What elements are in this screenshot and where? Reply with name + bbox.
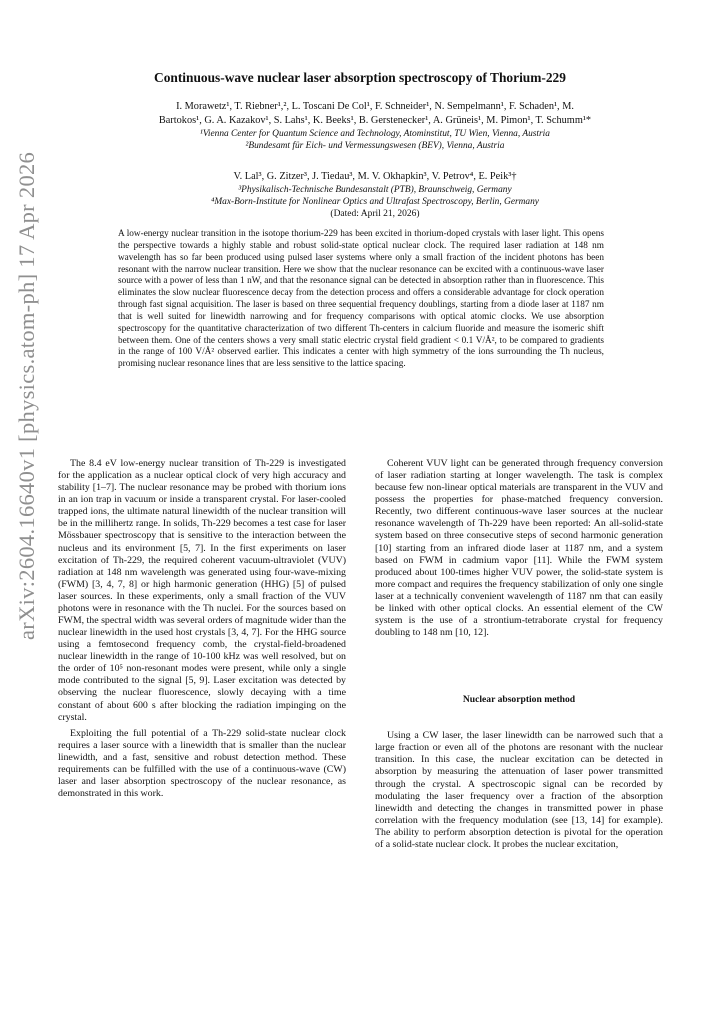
intro-paragraph-1: The 8.4 eV low-energy nuclear transition of Th-229 is investigated for the application as a nuclear optical clock of very high accuracy and stability [1–7]. The nuclear resonance may be probed with thorium ions in an ion trap in vacuum or inside a transparent crystal. For laser-cooled trapped ions, the ultimate natural linewidth of the nuclear transition will be in the millihertz range. In solids, Th-229 becomes a test case for laser Mössbauer spectroscopy that is sensitive to the interaction between the nucleus and its environment [5, 7]. In the first experiments on laser excitation of Th-229, the required coherent vacuum-ultraviolet (VUV) radiation at 148 nm wavelength was generated using four-wave-mixing (FWM) [3, 4, 7, 8] or high harmonic generation (HHG) [5] of pulsed laser sources. In these experiments, only a small fraction of the VUV photons were in resonance with the Th nuclei. For the sources based on FWM, the spectral width was several orders of magnitude wider than the nuclear linewidth in the used host crystals [3, 4, 7]. For the HHG source using a femtosecond frequency comb, the crystal-field-broadened nuclear linewidth in the range of 10-100 kHz was well resolved, but on the order of 10⁵ non-resonant modes were present, while only a single mode contributed to the signal [5, 9]. Laser excitation was detected by observing the nuclear fluorescence, slowly decaying with a time constant of about 600 s after blocking the radiation impinging on the crystal. — [58, 458, 346, 723]
right-column — [375, 458, 663, 851]
left-column — [58, 458, 346, 800]
paper-title: Continuous-wave nuclear laser absorption spectroscopy of Thorium-229 — [154, 70, 566, 85]
author-line-2: Bartokos¹, G. A. Kazakov¹, S. Lahs¹, K. Beeks¹, B. Gerstenecker¹, A. Grüneis¹, M. Pimon¹, T. Schumm¹* — [158, 115, 592, 126]
affiliation-bev: ²Bundesamt für Eich- und Vermessungswesen (BEV), Vienna, Austria — [245, 141, 505, 151]
author-line-1: I. Morawetz¹, T. Riebner¹,², L. Toscani De Col¹, F. Schneider¹, N. Sempelmann¹, F. Schaden¹, M. — [176, 101, 574, 112]
section-heading: Nuclear absorption method — [462, 694, 576, 706]
affiliation-tu-wien: ¹Vienna Center for Quantum Science and Technology, Atominstitut, TU Wien, Vienna, Austria — [200, 129, 550, 139]
affiliation-max-born: ⁴Max-Born-Institute for Nonlinear Optics and Ultrafast Spectroscopy, Berlin, Germany — [211, 197, 539, 207]
intro-paragraph-2: Exploiting the full potential of a Th-229 solid-state nuclear clock requires a laser source with a linewidth that is smaller than the nuclear linewidth, and a fast, sensitive and robust detection method. These requirements can be fulfilled with the use of a continuous-wave (CW) laser and laser absorption spectroscopy of the nuclear resonance, as demonstrated in this work. — [58, 727, 346, 800]
affiliation-ptb: ³Physikalisch-Technische Bundesanstalt (PTB), Braunschweig, Germany — [238, 185, 512, 195]
vuv-generation-paragraph: Coherent VUV light can be generated through frequency conversion of laser radiation starting at longer wavelength. The task is complex because few non-linear optical materials are transparent in the VUV and possess the properties for phase-matched frequency conversion. Recently, two different continuous-wave laser sources at the nuclear resonance wavelength of Th-229 have been reported: An all-solid-state system based on three consecutive steps of second harmonic generation [10] starting from an infrared diode laser at 1187 nm, and a system based on FWM in cadmium vapor [11]. While the FWM system produced about 100-times higher VUV power, the solid-state system is more compact and requires the frequency stabilization of only one single laser at a technically convenient wavelength of 1187 nm that can easily be linked with other optical clocks. An essential element of the CW system is the use of a strontium-tetraborate crystal for frequency doubling to 148 nm [10, 12]. — [375, 458, 663, 639]
dated-line: (Dated: April 21, 2026) — [330, 209, 420, 219]
author-line-3: V. Lal³, G. Zitzer³, J. Tiedau³, M. V. Okhapkin³, V. Petrov⁴, E. Peik³† — [233, 171, 517, 182]
abstract: A low-energy nuclear transition in the isotope thorium-229 has been excited in thorium-doped crystals with laser light. This opens the perspective towards a highly stable and robust solid-state optical nuclear clock. The required laser radiation at 148 nm wavelength has so far been produced using pulsed laser systems where only a small fraction of the incident photons has been resonant with the narrow nuclear transition. Here we show that the nuclear resonance can be excited with a continuous-wave laser source with a power of less than 1 nW, and that the resonance signal can be detected in absorption rather than in fluorescence. This eliminates the slow nuclear fluorescence decay from the detection process and offers a considerable advantage for clock operation through fast signal acquisition. The laser is based on three sequential frequency doublings, starting from a diode laser at 1187 nm that is well suited for linewidth narrowing and for frequency comparisons with optical atomic clocks. We use absorption spectroscopy for the quantitative characterization of two different Th-centers in calcium fluoride and measure the isomeric shift between them. One of the centers shows a very small static electric crystal field gradient < 0.1 V/Å², to be compared to gradients in the range of 100 V/Å² observed earlier. This indicates a center with high symmetry of the ions surrounding the Th nucleus, promising nuclear resonance lines that are less sensitive to the lattice spacing. — [118, 229, 604, 370]
absorption-method-paragraph: Using a CW laser, the laser linewidth can be narrowed such that a large fraction or even all of the photons are resonant with the nuclear transition. In this case, the nuclear excitation can be detected in absorption by measuring the attenuation of laser power transmitted through the crystal. A spectroscopic signal can be recorded by modulating the laser frequency over a fraction of the absorption linewidth and detecting the changes in transmitted power in phase correlation with the frequency modulation (see [13, 14] for example). The ability to perform absorption detection is pivotal for the operation of a solid-state nuclear clock. It probes the nuclear excitation, — [375, 730, 663, 850]
arxiv-identifier[interactable]: arXiv:2604.16640v1 [physics.atom-ph] 17 Apr 2026 — [14, 151, 39, 640]
